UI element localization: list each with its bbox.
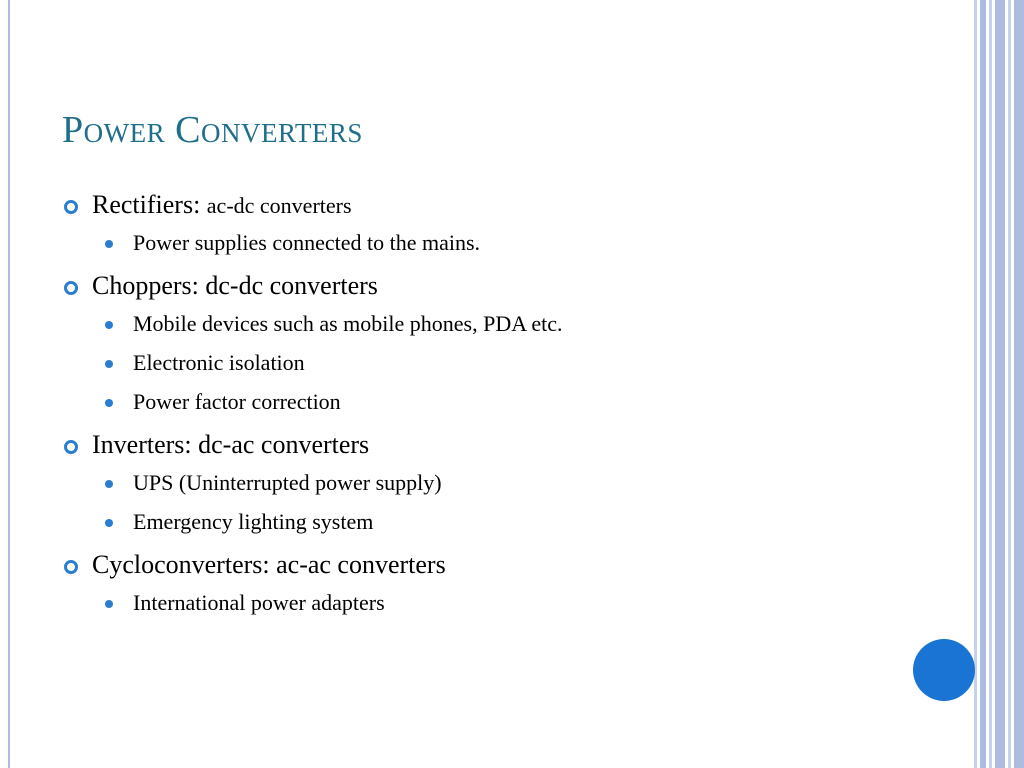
sub-list-item bbox=[62, 507, 942, 546]
ring-bullet-icon bbox=[64, 281, 78, 295]
sub-list-item-label: Power factor correction bbox=[133, 389, 341, 414]
ring-bullet-icon bbox=[64, 440, 78, 454]
list-item bbox=[62, 430, 942, 468]
ring-bullet-icon bbox=[64, 200, 78, 214]
stripe bbox=[974, 0, 977, 768]
left-border-line bbox=[8, 0, 10, 768]
sub-list-item bbox=[62, 588, 942, 627]
bullet-list bbox=[62, 186, 942, 627]
sub-list-item bbox=[62, 468, 942, 507]
sub-list-item-label: UPS (Uninterrupted power supply) bbox=[133, 470, 442, 495]
list-item bbox=[62, 550, 942, 588]
sub-list-item bbox=[62, 387, 942, 426]
dot-bullet-icon bbox=[105, 480, 113, 488]
stripe bbox=[1014, 0, 1024, 768]
decorative-circle bbox=[913, 639, 975, 701]
right-decorative-stripes bbox=[974, 0, 1024, 768]
dot-bullet-icon bbox=[105, 240, 113, 248]
stripe bbox=[989, 0, 992, 768]
sub-list-item-label: Electronic isolation bbox=[133, 350, 305, 375]
dot-bullet-icon bbox=[105, 321, 113, 329]
sub-list-item-label: Mobile devices such as mobile phones, PDA etc. bbox=[133, 311, 563, 336]
list-item-label: Choppers: dc-dc converters bbox=[92, 271, 378, 300]
list-item bbox=[62, 190, 942, 228]
list-item-label: Rectifiers: bbox=[92, 190, 201, 219]
ring-bullet-icon bbox=[64, 560, 78, 574]
sub-list-item-label: Power supplies connected to the mains. bbox=[133, 230, 481, 255]
dot-bullet-icon bbox=[105, 600, 113, 608]
dot-bullet-icon bbox=[105, 399, 113, 407]
sub-list-item bbox=[62, 309, 942, 348]
stripe bbox=[980, 0, 986, 768]
stripe bbox=[995, 0, 1005, 768]
stripe bbox=[1008, 0, 1011, 768]
sub-list-item bbox=[62, 348, 942, 387]
list-item-label: Cycloconverters: ac-ac converters bbox=[92, 550, 446, 579]
list-item-detail: ac-dc converters bbox=[206, 193, 352, 218]
dot-bullet-icon bbox=[105, 360, 113, 368]
slide-title: Power Converters bbox=[62, 109, 363, 151]
sub-list-item bbox=[62, 228, 942, 267]
sub-list-item-label: International power adapters bbox=[133, 590, 385, 615]
list-item bbox=[62, 271, 942, 309]
list-item-label: Inverters: dc-ac converters bbox=[92, 430, 370, 459]
sub-list-item-label: Emergency lighting system bbox=[133, 509, 374, 534]
dot-bullet-icon bbox=[105, 519, 113, 527]
